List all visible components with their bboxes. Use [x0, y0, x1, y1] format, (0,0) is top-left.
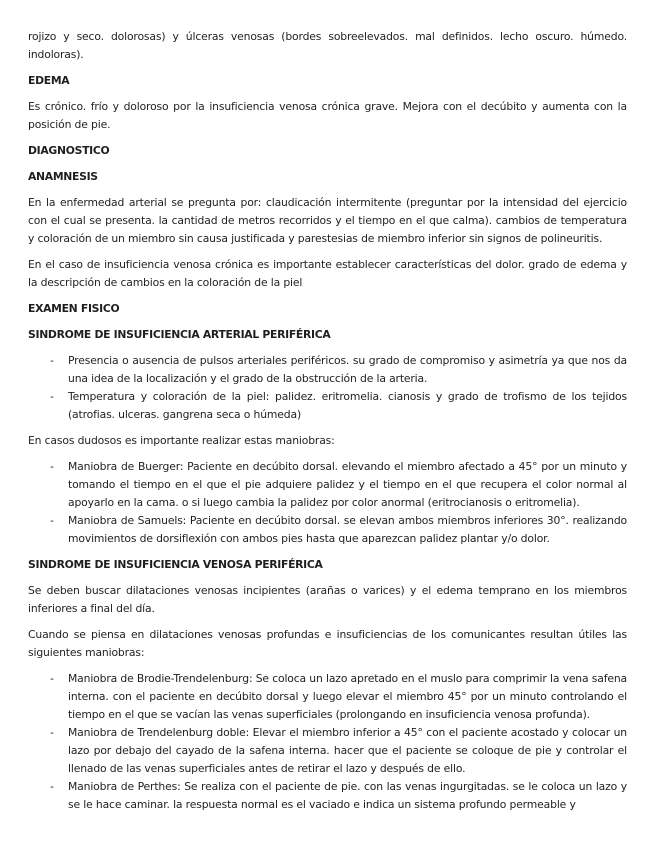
heading-sindrome-arterial: SINDROME DE INSUFICIENCIA ARTERIAL PERIFÉRICA — [28, 328, 331, 341]
paragraph-anamnesis-venosa: En el caso de insuficiencia venosa crónica es importante establecer características del dolor. grado de edema y la descripción de cambios en la coloración de la piel — [28, 258, 627, 289]
list-item: - Maniobra de Brodie-Trendelenburg: Se coloca un lazo apretado en el muslo para comprimir la vena safena interna. con el paciente en decúbito dorsal y luego elevar el miembro 45° por un minuto controlando el tiempo en el que se vacían las venas superficiales (prolongando en insuficiencia venosa profunda). — [28, 670, 627, 724]
paragraph-profundas: Cuando se piensa en dilataciones venosas profundas e insuficiencias de los comunicantes resultan útiles las siguientes maniobras: — [28, 628, 627, 659]
list-item: - Maniobra de Samuels: Paciente en decúbito dorsal. se elevan ambos miembros inferiores 30°. realizando movimientos de dorsiflexión con ambos pies hasta que aparezcan palidez plantar y/o dolor. — [28, 512, 627, 548]
heading-anamnesis: ANAMNESIS — [28, 170, 98, 183]
list-arterial-signs — [28, 352, 627, 424]
paragraph-ulceras-continuation: rojizo y seco. dolorosas) y úlceras venosas (bordes sobreelevados. mal definidos. lecho oscuro. húmedo. indoloras). — [28, 30, 627, 61]
paragraph-anamnesis-arterial: En la enfermedad arterial se pregunta por: claudicación intermitente (preguntar por la intensidad del ejercicio con el cual se presenta. la cantidad de metros recorridos y el tiempo en el que calma). cambios de temperatura y coloración de un miembro sin causa justificada y parestesias de miembro inferior sin signos de polineuritis. — [28, 196, 627, 245]
paragraph-dilataciones: Se deben buscar dilataciones venosas incipientes (arañas o varices) y el edema temprano en los miembros inferiores a final del día. — [28, 584, 627, 615]
heading-diagnostico: DIAGNOSTICO — [28, 144, 110, 157]
list-item: - Temperatura y coloración de la piel: palidez. eritromelia. cianosis y grado de trofismo de los tejidos (atrofias. ulceras. gangrena seca o húmeda) — [28, 388, 627, 424]
heading-edema: EDEMA — [28, 74, 70, 87]
heading-examen-fisico: EXAMEN FISICO — [28, 302, 120, 315]
paragraph-edema: Es crónico. frío y doloroso por la insuficiencia venosa crónica grave. Mejora con el decúbito y aumenta con la posición de pie. — [28, 100, 627, 131]
list-venous-maneuvers — [28, 670, 627, 814]
list-item: - Maniobra de Perthes: Se realiza con el paciente de pie. con las venas ingurgitadas. se le coloca un lazo y se le hace caminar. la respuesta normal es el vaciado e indica un sistema profundo permeable y — [28, 778, 627, 814]
list-item: - Maniobra de Buerger: Paciente en decúbito dorsal. elevando el miembro afectado a 45° por un minuto y tomando el tiempo en el que el pie adquiere palidez y el tiempo en el que recupera el color normal al apoyarlo en la cama. o si luego cambia la palidez por color anormal (eritrocianosis o eritromelia). — [28, 458, 627, 512]
list-arterial-maneuvers — [28, 458, 627, 548]
list-item: - Maniobra de Trendelenburg doble: Elevar el miembro inferior a 45° con el paciente acostado y colocar un lazo por debajo del cayado de la safena interna. hacer que el paciente se coloque de pie y controlar el llenado de las venas superficiales antes de retirar el lazo y después de ello. — [28, 724, 627, 778]
heading-sindrome-venoso: SINDROME DE INSUFICIENCIA VENOSA PERIFÉRICA — [28, 558, 323, 571]
list-item: - Presencia o ausencia de pulsos arteriales periféricos. su grado de compromiso y asimetría ya que nos da una idea de la localización y el grado de la obstrucción de la arteria. — [28, 352, 627, 388]
paragraph-casos-dudosos: En casos dudosos es importante realizar estas maniobras: — [28, 434, 335, 447]
